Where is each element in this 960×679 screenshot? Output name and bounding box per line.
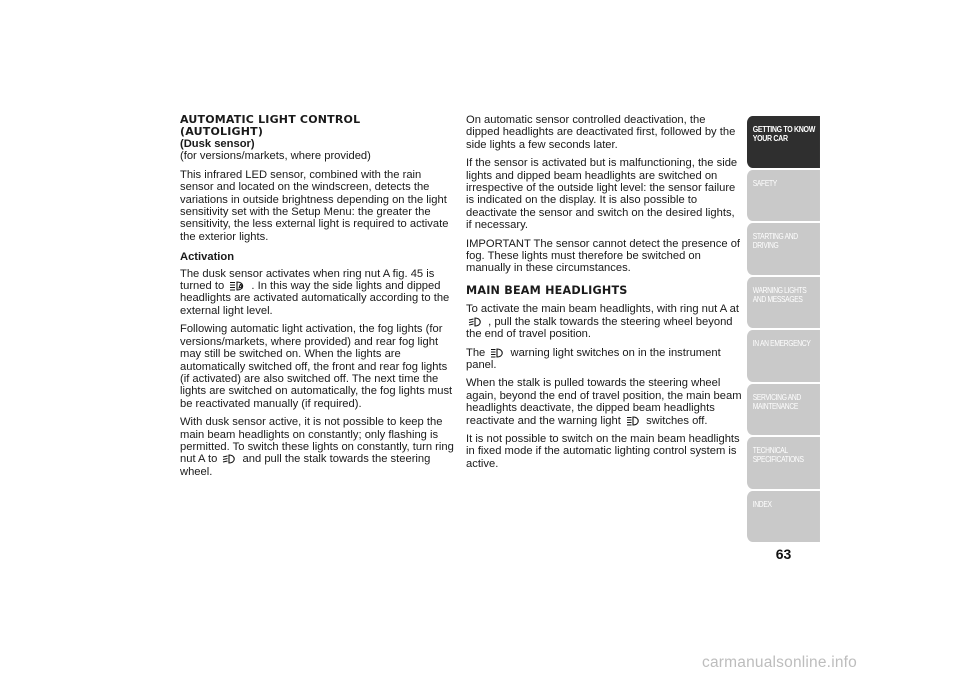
left-column (180, 114, 456, 484)
paragraph-sensor-description: This infrared LED sensor, combined with the rain sensor and located on the windscreen, detects the variations in outside brightness depending on the light sensitivity set with the Setup Menu: the greater the sensitivity, the less external light is required to activate the exterior lights. (180, 168, 449, 243)
right-column (466, 114, 742, 476)
tab-safety[interactable]: SAFETY (747, 170, 820, 222)
paragraph-malfunction: If the sensor is activated but is malfunctioning, the side lights and dipped beam headlights are switched on irrespective of the outside light level: the sensor failure is indicated on the display. It is also possible to deactivate the sensor and switch on the desired lights, if necessary. (466, 157, 738, 232)
paragraph-main-beam-constant: With dusk sensor active, it is not possible to keep the main beam headlights on constantly; only flashing is permitted. To switch these lights on constantly, turn ring nut A to and pull the stalk towards the steering wheel. (180, 416, 454, 478)
heading-line-1: AUTOMATIC LIGHT CONTROL (180, 113, 361, 126)
paragraph-fixed-mode-note: It is not possible to switch on the main beam headlights in fixed mode if the automatic lighting control system is active. (466, 432, 740, 470)
watermark: carmanualsonline.info (702, 654, 857, 671)
tab-servicing-and-maintenance[interactable]: SERVICING AND MAINTENANCE (747, 384, 820, 436)
subheading-dusk-sensor: (Dusk sensor) (180, 138, 255, 150)
page-number: 63 (775, 546, 792, 562)
chapter-tab-index (747, 116, 820, 544)
subheading-activation: Activation (180, 251, 235, 264)
tab-getting-to-know-your-car[interactable]: GETTING TO KNOW YOUR CAR (747, 116, 820, 168)
tab-warning-lights-and-messages[interactable]: WARNING LIGHTS AND MESSAGES (747, 277, 820, 329)
dipped-headlight-icon (222, 454, 237, 464)
heading-line-2: (AUTOLIGHT) (180, 125, 264, 138)
section-heading-main-beam: MAIN BEAM HEADLIGHTS (466, 283, 628, 297)
paragraph-fog-lights: Following automatic light activation, the fog lights (for versions/markets, where provided) and rear fog light may still be switched on. When the lights are automatically switched off, the front and rear fog lights (if activated) are also switched off. The next time the lights are switched on automatically, the fog lights must be reactivated manually (if required). (180, 323, 453, 410)
heading-note: (for versions/markets, where provided) (180, 150, 371, 163)
tab-index[interactable]: INDEX (747, 491, 820, 543)
main-beam-headlight-icon (490, 348, 505, 358)
tab-technical-specifications[interactable]: TECHNICAL SPECIFICATIONS (747, 437, 820, 489)
dipped-headlight-icon (468, 317, 483, 327)
auto-headlight-icon (229, 281, 246, 291)
paragraph-important-fog: IMPORTANT The sensor cannot detect the presence of fog. These lights must therefore be switched on manually in these circumstances. (466, 237, 741, 275)
section-heading-autolight (180, 114, 456, 138)
main-beam-headlight-icon (626, 416, 641, 426)
tab-starting-and-driving[interactable]: STARTING AND DRIVING (747, 223, 820, 275)
paragraph-warning-light-on: The warning light switches on in the instrument panel. (466, 346, 721, 371)
svg-text:A: A (238, 283, 244, 291)
paragraph-main-beam-deactivate: When the stalk is pulled towards the steering wheel again, beyond the end of travel position, the main beam headlights deactivate, the dipped beam headlights reactivate and the warning light switches off. (466, 377, 742, 427)
paragraph-main-beam-activate: To activate the main beam headlights, with ring nut A at , pull the stalk towards the steering wheel beyond the end of travel position. (466, 303, 740, 341)
paragraph-activation: The dusk sensor activates when ring nut A fig. 45 is turned to A . In this way the side lights and dipped headlights are activated automatically according to the external light level. (180, 267, 450, 317)
tab-in-an-emergency[interactable]: IN AN EMERGENCY (747, 330, 820, 382)
paragraph-deactivation: On automatic sensor controlled deactivation, the dipped headlights are deactivated first, followed by the side lights a few seconds later. (466, 114, 736, 151)
